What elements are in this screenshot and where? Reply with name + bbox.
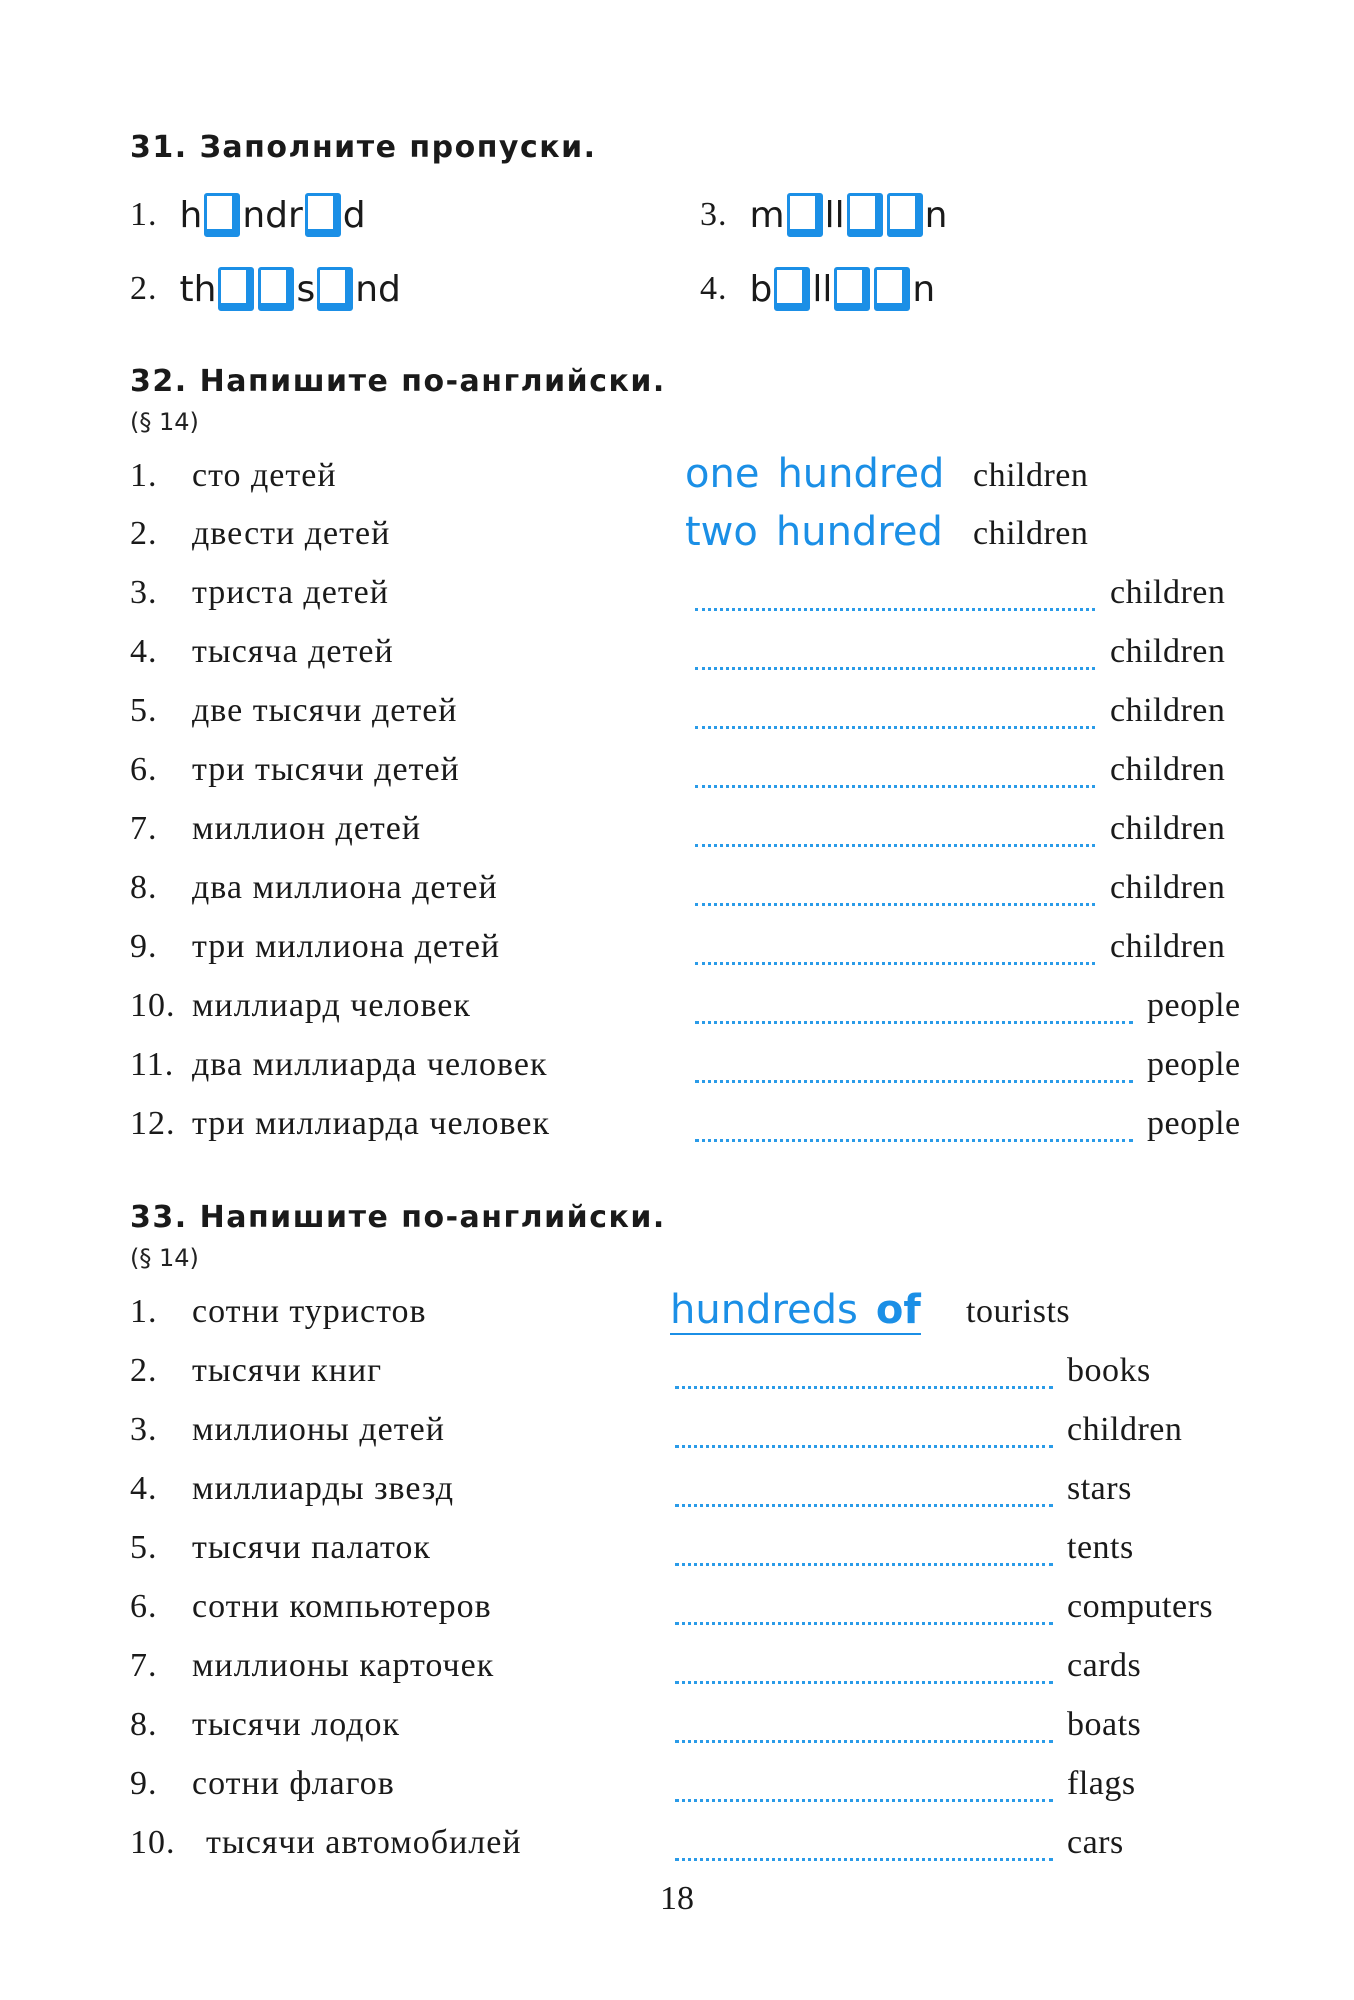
russian-phrase: две тысячи детей [192,692,458,729]
ex32-row [130,633,1280,683]
ex33-row [130,1706,1280,1756]
ex31-item-2 [130,264,401,314]
russian-phrase: сотни флагов [192,1765,395,1802]
ex33-row [130,1824,1280,1874]
word-fragment: m [749,194,785,236]
russian-phrase: три миллиарда человек [192,1105,550,1142]
word-fragment: d [342,194,366,236]
item-number: 3. [700,196,728,233]
letter-gap-box[interactable] [317,267,353,311]
exercise-32-reference: (§ 14) [130,408,199,436]
russian-phrase: тысячи книг [192,1352,383,1389]
answer-blank[interactable] [695,1021,1133,1024]
item-number: 6. [130,751,158,788]
russian-phrase: два миллиарда человек [192,1046,548,1083]
item-number: 1. [130,1293,158,1330]
item-number: 9. [130,928,158,965]
english-noun: children [1110,869,1226,906]
item-number: 4. [130,633,158,670]
english-noun: children [1110,810,1226,847]
answer-blank[interactable] [695,962,1095,965]
word-fragment: n [912,268,936,310]
ex31-item-3 [700,190,947,240]
word-fragment: ll [812,268,833,310]
letter-gap-box[interactable] [834,267,870,311]
word-fragment: ndr [242,194,303,236]
ex32-row [130,810,1280,860]
ex33-row [130,1647,1280,1697]
letter-gap-box[interactable] [847,193,883,237]
english-noun: tourists [966,1293,1071,1330]
answer-blank[interactable] [695,1139,1133,1142]
ex33-row [130,1287,1280,1343]
item-number: 6. [130,1588,158,1625]
item-number: 8. [130,869,158,906]
item-number: 5. [130,1529,158,1566]
page-number: 18 [660,1880,694,1917]
ex32-row [130,987,1280,1037]
word-fragment: ll [824,194,845,236]
english-noun: cards [1067,1647,1142,1684]
russian-phrase: тысячи автомобилей [206,1824,522,1861]
answer-blank[interactable] [675,1386,1053,1389]
item-number: 3. [130,1411,158,1448]
word-fragment: b [749,268,773,310]
letter-gap-box[interactable] [774,267,810,311]
item-number: 2. [130,515,158,552]
letter-gap-box[interactable] [204,193,240,237]
ex32-row [130,509,1280,565]
letter-gap-box[interactable] [305,193,341,237]
russian-phrase: двести детей [192,515,391,552]
answer-blank[interactable] [675,1681,1053,1684]
answer-blank[interactable] [695,785,1095,788]
item-number: 7. [130,1647,158,1684]
ex32-row [130,751,1280,801]
russian-phrase: сотни туристов [192,1293,427,1330]
item-number: 1. [130,457,158,494]
russian-phrase: два миллиона детей [192,869,498,906]
item-number: 3. [130,574,158,611]
item-number: 9. [130,1765,158,1802]
item-number: 2. [130,1352,158,1389]
ex32-row [130,1046,1280,1096]
item-number: 10. [130,1824,176,1861]
filled-answer [685,509,943,555]
item-number: 12. [130,1105,176,1142]
russian-phrase: миллионы детей [192,1411,445,1448]
item-number: 4. [130,1470,158,1507]
item-number: 10. [130,987,176,1024]
ex33-row [130,1470,1280,1520]
russian-phrase: миллиарды звезд [192,1470,455,1507]
ex33-row [130,1352,1280,1402]
exercise-32-title: 32. Напишите по-английски. [130,364,666,399]
answer-word: two [685,509,758,555]
english-noun: stars [1067,1470,1132,1507]
word-fragment: h [179,194,203,236]
answer-blank[interactable] [695,1080,1133,1083]
word-fragment: nd [355,268,401,310]
english-noun: children [1110,692,1226,729]
english-noun: children [1110,574,1226,611]
letter-gap-box[interactable] [787,193,823,237]
filled-answer [685,451,944,497]
english-noun: children [1110,928,1226,965]
letter-gap-box[interactable] [218,267,254,311]
answer-blank[interactable] [675,1445,1053,1448]
answer-blank[interactable] [695,667,1095,670]
english-noun: people [1147,1046,1241,1083]
russian-phrase: триста детей [192,574,389,611]
russian-phrase: миллион детей [192,810,422,847]
russian-phrase: три тысячи детей [192,751,460,788]
ex33-row [130,1588,1280,1638]
word-fragment: n [924,194,948,236]
ex32-row [130,869,1280,919]
english-noun: children [1110,633,1226,670]
russian-phrase: сто детей [192,457,337,494]
english-noun: boats [1067,1706,1142,1743]
english-noun: tents [1067,1529,1134,1566]
english-noun: flags [1067,1765,1136,1802]
ex32-row [130,1105,1280,1155]
ex31-item-4 [700,264,935,314]
exercise-33-reference: (§ 14) [130,1244,199,1272]
russian-phrase: тысяча детей [192,633,394,670]
letter-gap-box[interactable] [874,267,910,311]
ex31-item-1 [130,190,366,240]
ex33-row [130,1765,1280,1815]
exercise-31-title: 31. Заполните пропуски. [130,130,597,165]
answer-word: one [685,451,760,497]
answer-blank[interactable] [675,1563,1053,1566]
answer-word: hundred [775,509,943,555]
answer-word: of [875,1287,921,1333]
english-noun: books [1067,1352,1151,1389]
answer-blank[interactable] [675,1504,1053,1507]
ex32-row [130,574,1280,624]
answer-blank[interactable] [675,1740,1053,1743]
item-number: 7. [130,810,158,847]
ex32-row [130,451,1280,507]
letter-gap-box[interactable] [258,267,294,311]
answer-word: hundreds [670,1287,858,1333]
russian-phrase: три миллиона детей [192,928,501,965]
word-fragment: th [179,268,217,310]
english-noun: children [973,457,1089,494]
item-number: 8. [130,1706,158,1743]
item-number: 1. [130,196,158,233]
english-noun: children [973,515,1089,552]
word-fragment: s [296,268,316,310]
letter-gap-box[interactable] [887,193,923,237]
ex32-row [130,928,1280,978]
english-noun: children [1067,1411,1183,1448]
ex32-row [130,692,1280,742]
answer-blank[interactable] [695,726,1095,729]
russian-phrase: тысячи лодок [192,1706,401,1743]
english-noun: children [1110,751,1226,788]
ex33-row [130,1411,1280,1461]
answer-blank[interactable] [675,1858,1053,1861]
answer-blank[interactable] [675,1622,1053,1625]
russian-phrase: миллиард человек [192,987,471,1024]
english-noun: cars [1067,1824,1124,1861]
answer-blank[interactable] [675,1799,1053,1802]
exercise-33-title: 33. Напишите по-английски. [130,1200,666,1235]
ex33-row [130,1529,1280,1579]
russian-phrase: миллионы карточек [192,1647,495,1684]
english-noun: people [1147,1105,1241,1142]
item-number: 2. [130,270,158,307]
answer-word: hundred [777,451,945,497]
answer-blank[interactable] [695,844,1095,847]
russian-phrase: тысячи палаток [192,1529,431,1566]
answer-blank[interactable] [695,903,1095,906]
item-number: 11. [130,1046,175,1083]
english-noun: computers [1067,1588,1214,1625]
russian-phrase: сотни компьютеров [192,1588,492,1625]
english-noun: people [1147,987,1241,1024]
item-number: 5. [130,692,158,729]
answer-blank[interactable] [695,608,1095,611]
filled-answer [670,1287,921,1335]
item-number: 4. [700,270,728,307]
